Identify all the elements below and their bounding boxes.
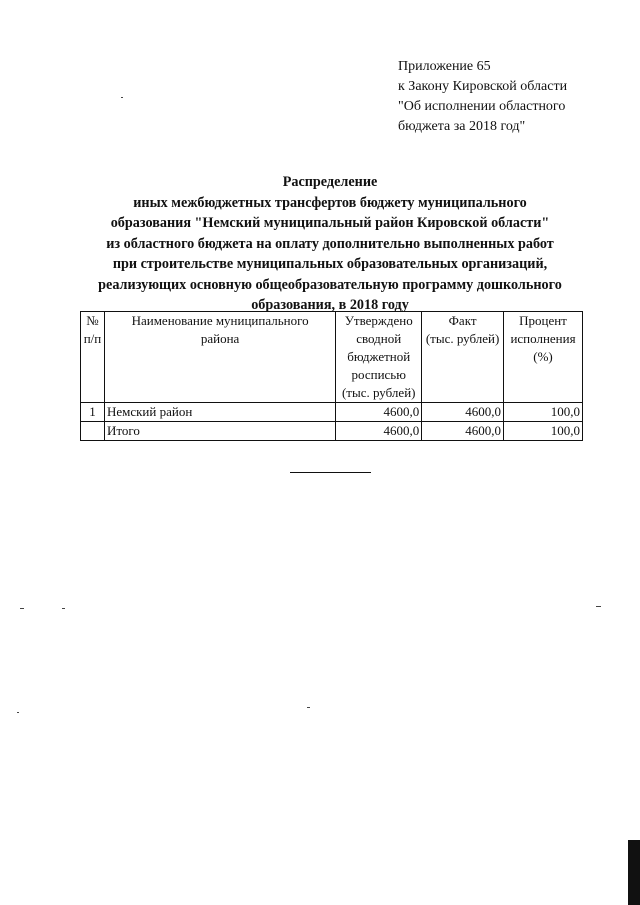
title-line-6: реализующих основную общеобразовательную программу дошкольного [98, 276, 562, 293]
header-approved-line-1: Утверждено [344, 313, 413, 328]
header-fact [422, 312, 504, 403]
row-approved: 4600,0 [336, 403, 422, 422]
header-approved-line-3: бюджетной [347, 349, 411, 364]
header-number-line-2: п/п [83, 331, 102, 346]
title-line-4: из областного бюджета на оплату дополнительно выполненных работ [106, 235, 554, 252]
appendix-reference [398, 57, 567, 137]
scan-speck [307, 707, 310, 708]
scan-edge-mark [628, 840, 640, 905]
total-label: Итого [104, 422, 335, 441]
header-approved-line-5: (тыс. рублей) [341, 385, 416, 400]
title-line-1: Распределение [282, 174, 378, 190]
table-row [81, 403, 583, 422]
row-fact: 4600,0 [422, 403, 504, 422]
appendix-line-4: бюджета за 2018 год" [398, 119, 526, 134]
title-line-3: образования "Немский муниципальный район Кировской области" [110, 215, 550, 231]
header-fact-line-2: (тыс. рублей) [425, 331, 500, 346]
header-number-line-1: № [86, 313, 99, 328]
closing-line [290, 472, 371, 473]
document-title [60, 172, 600, 316]
total-approved: 4600,0 [336, 422, 422, 441]
appendix-line-1: Приложение 65 [398, 59, 491, 74]
scan-speck [20, 608, 24, 609]
appendix-line-2: к Закону Кировской области [398, 79, 568, 94]
header-name-line-2: района [200, 331, 240, 346]
scan-speck [17, 712, 19, 713]
header-percent-line-1: Процент [519, 313, 567, 328]
total-percent: 100,0 [504, 422, 583, 441]
header-approved-line-2: сводной [356, 331, 402, 346]
header-municipality-name [104, 312, 335, 403]
distribution-table [80, 311, 583, 441]
header-percent [504, 312, 583, 403]
row-percent: 100,0 [504, 403, 583, 422]
header-name-line-1: Наименование муниципального [131, 313, 309, 328]
title-line-2: иных межбюджетных трансфертов бюджету муниципального [133, 194, 527, 211]
header-fact-line-1: Факт [448, 313, 477, 328]
scan-speck [121, 97, 123, 98]
scan-speck [596, 606, 601, 607]
scan-speck [62, 608, 65, 609]
row-number: 1 [81, 403, 105, 422]
header-percent-line-3: (%) [533, 349, 553, 364]
row-municipality: Немский район [104, 403, 335, 422]
header-approved-line-4: росписью [351, 367, 406, 382]
total-fact: 4600,0 [422, 422, 504, 441]
header-percent-line-2: исполнения [510, 331, 576, 346]
total-number [81, 422, 105, 441]
table-header-row [81, 312, 583, 403]
title-line-7: образования, в 2018 году [251, 297, 409, 313]
header-approved [336, 312, 422, 403]
appendix-line-3: "Об исполнении областного [398, 99, 566, 114]
title-line-5: при строительстве муниципальных образовательных организаций, [112, 256, 548, 272]
header-number [81, 312, 105, 403]
table-total-row [81, 422, 583, 441]
